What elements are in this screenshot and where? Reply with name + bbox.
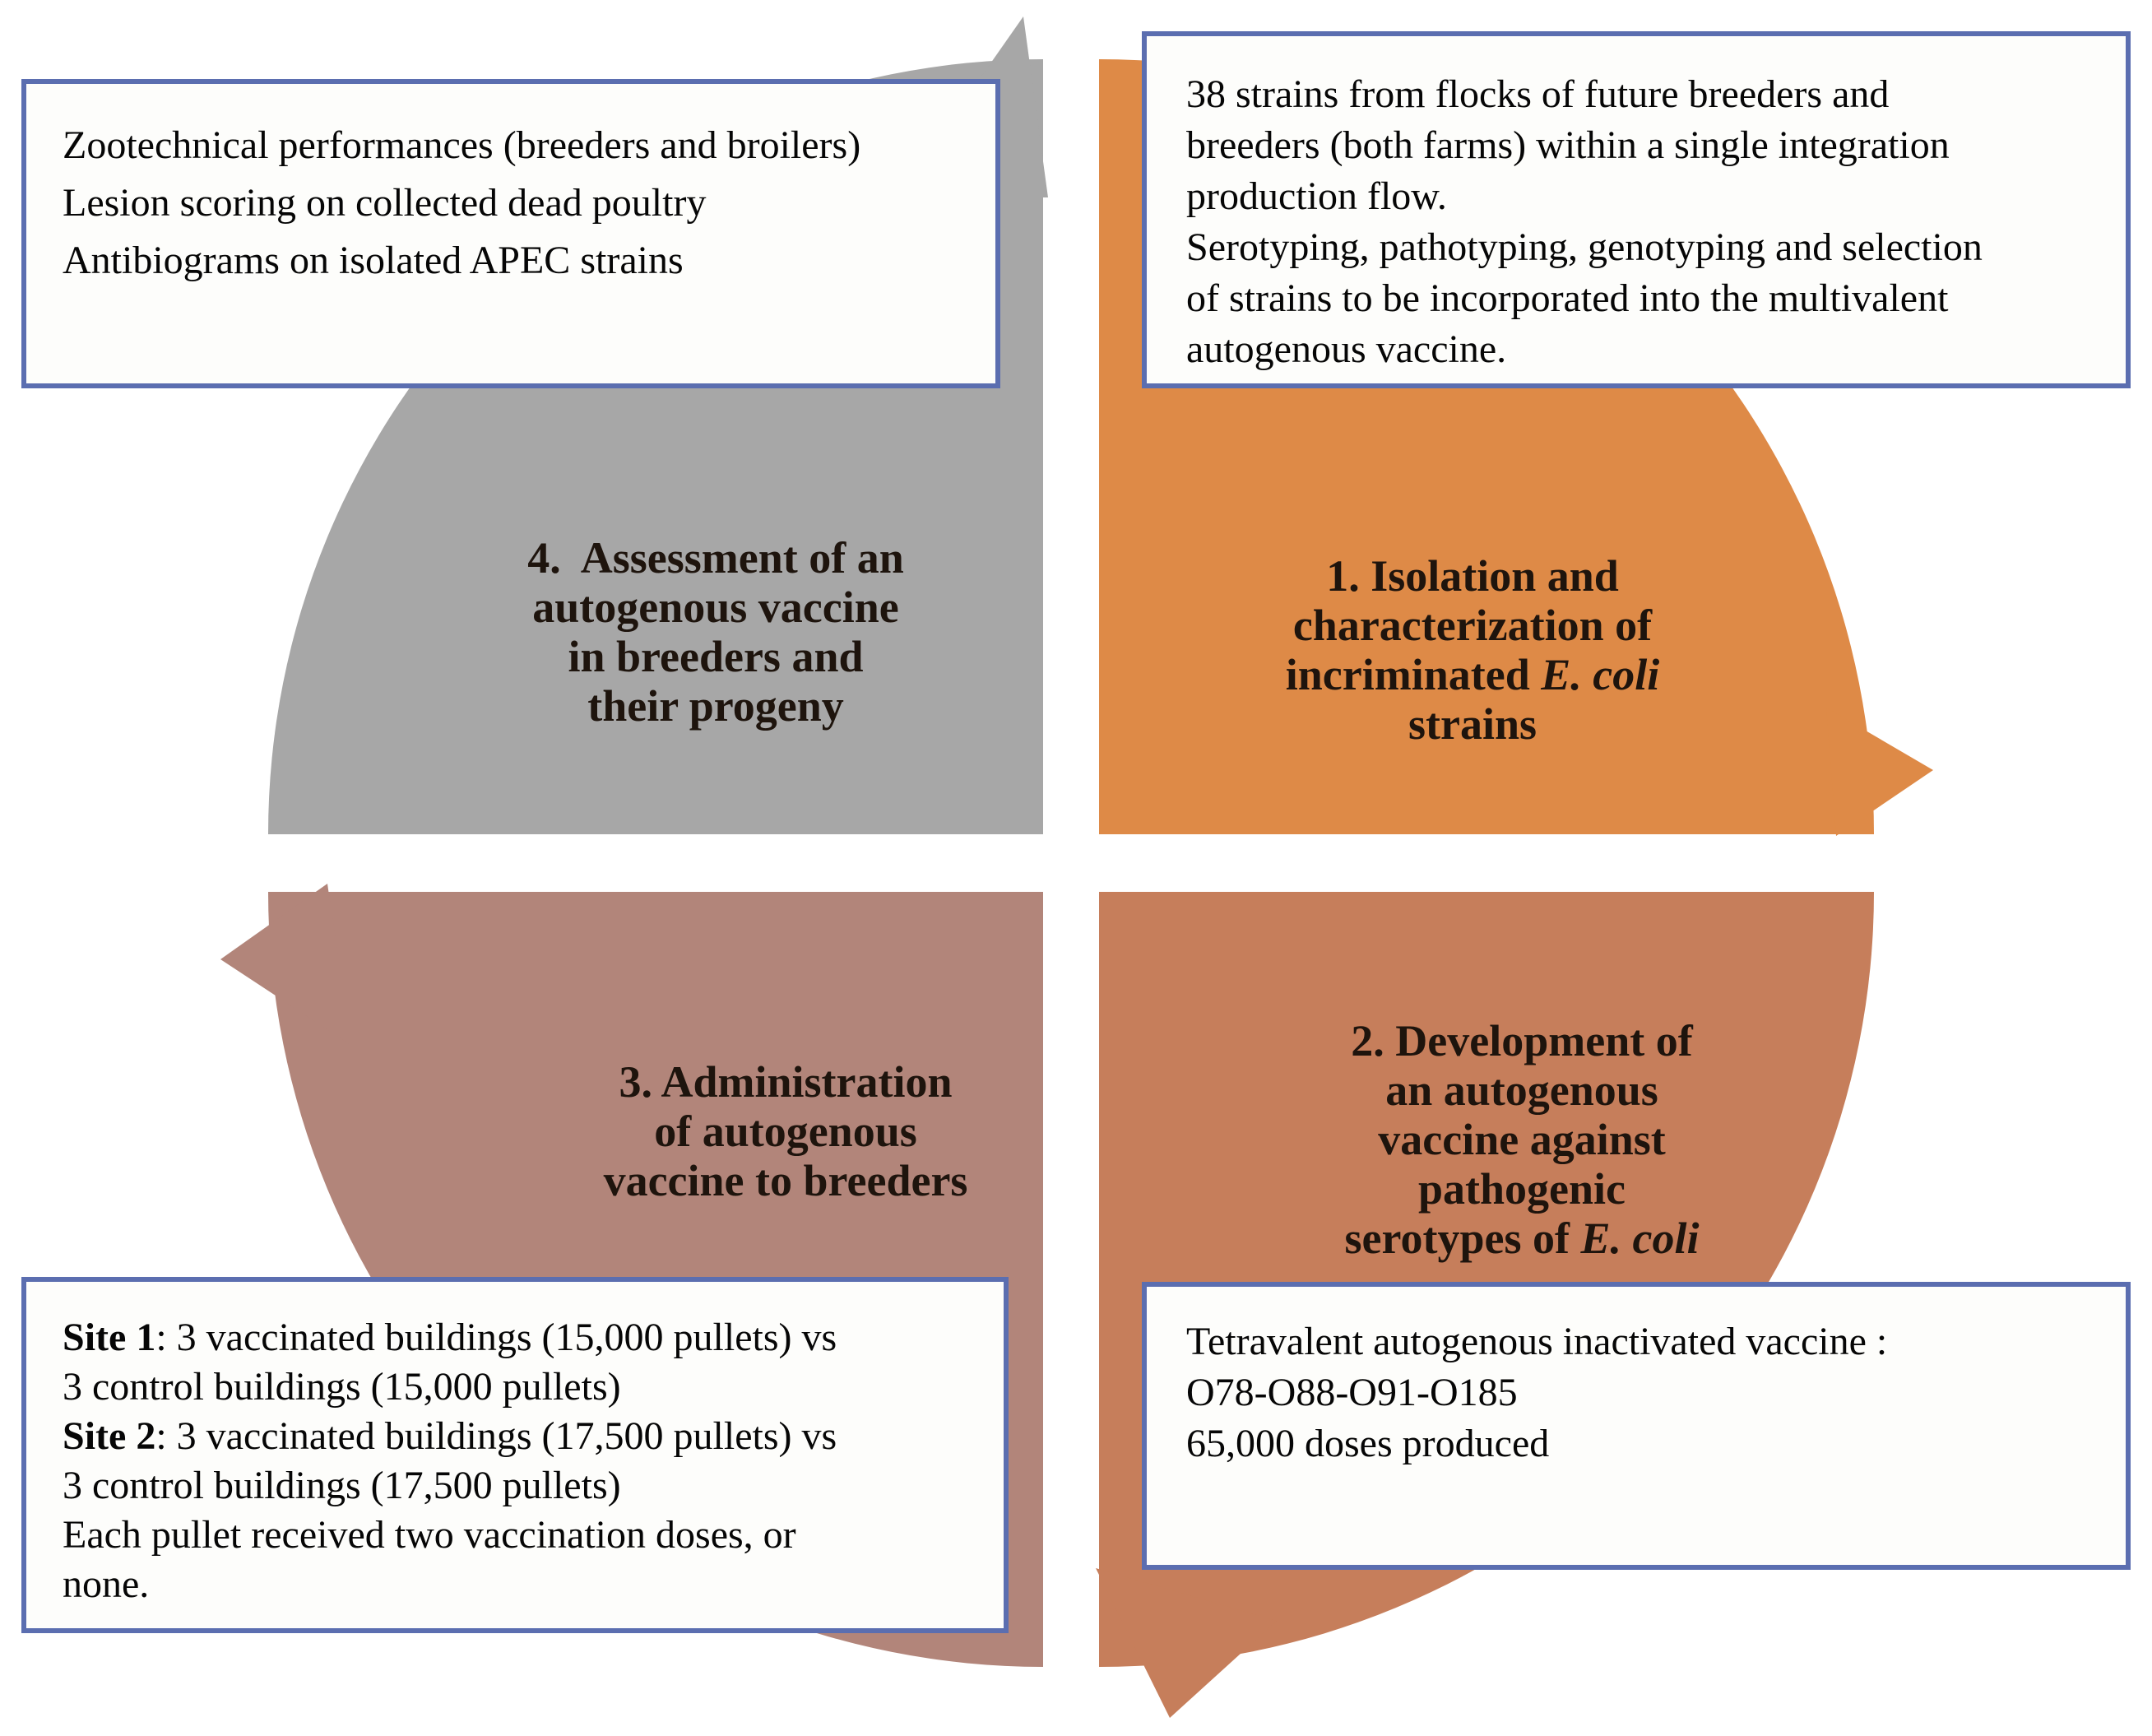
callout-tr-line4: Serotyping, pathotyping, genotyping and selection bbox=[1186, 225, 1983, 269]
callout-tl-line3: Antibiograms on isolated APEC strains bbox=[63, 239, 684, 282]
q2-line1: 2. Development of bbox=[1351, 1016, 1693, 1065]
callout-bl-line2: 3 control buildings (15,000 pullets) bbox=[63, 1365, 621, 1409]
site2-rest: : 3 vaccinated buildings (17,500 pullets) vs bbox=[155, 1414, 837, 1458]
site1-rest: : 3 vaccinated buildings (15,000 pullets) vs bbox=[155, 1316, 837, 1359]
callout-bottom-left bbox=[21, 1277, 1009, 1633]
quadrant-2-label bbox=[1209, 1016, 1834, 1263]
quadrant-1-label bbox=[1152, 551, 1793, 749]
callout-tr-line3: production flow. bbox=[1186, 174, 1447, 218]
q3-line1: 3. Administration bbox=[619, 1057, 953, 1107]
callout-bl-line1 bbox=[63, 1313, 967, 1362]
callout-top-left bbox=[21, 79, 1000, 388]
callout-bl-line3 bbox=[63, 1412, 967, 1461]
q2-line2: an autogenous bbox=[1385, 1065, 1658, 1115]
site1-label: Site 1 bbox=[63, 1316, 156, 1359]
q1-line3b-italic: E. coli bbox=[1541, 650, 1660, 699]
q4-line2: autogenous vaccine bbox=[532, 583, 899, 632]
callout-br-line2: O78-O88-O91-O185 bbox=[1186, 1371, 1518, 1414]
callout-tr-line2: breeders (both farms) within a single integration bbox=[1186, 123, 1950, 167]
site2-label: Site 2 bbox=[63, 1414, 156, 1458]
quadrant-4-label bbox=[403, 533, 1028, 731]
quadrant-1-arrowhead-icon bbox=[1826, 708, 1933, 836]
q1-line1: 1. Isolation and bbox=[1326, 551, 1619, 601]
q2-line5a: serotypes of bbox=[1344, 1214, 1581, 1263]
callout-br-line3: 65,000 doses produced bbox=[1186, 1422, 1550, 1465]
callout-bottom-right bbox=[1142, 1282, 2131, 1570]
q4-line4: their progeny bbox=[587, 681, 844, 731]
callout-tr-line5: of strains to be incorporated into the multivalent bbox=[1186, 276, 1949, 320]
callout-br-line1: Tetravalent autogenous inactivated vaccine : bbox=[1186, 1320, 1888, 1363]
q1-line2: characterization of bbox=[1292, 601, 1653, 650]
q4-line1: 4. Assessment of an bbox=[527, 533, 904, 583]
callout-bl-line5: Each pullet received two vaccination doses, or bbox=[63, 1513, 796, 1557]
q3-line2: of autogenous bbox=[654, 1107, 917, 1156]
q2-line5b-italic: E. coli bbox=[1580, 1214, 1700, 1263]
callout-bl-line6: none. bbox=[63, 1562, 150, 1606]
q3-line3: vaccine to breeders bbox=[603, 1156, 968, 1205]
callout-tr-line1: 38 strains from flocks of future breeders and bbox=[1186, 72, 1890, 116]
callout-tl-line2: Lesion scoring on collected dead poultry bbox=[63, 181, 707, 225]
q1-line4: strains bbox=[1408, 699, 1537, 749]
q2-line3: vaccine against bbox=[1378, 1115, 1666, 1164]
q4-line3: in breeders and bbox=[568, 632, 864, 681]
q1-line3a: incriminated bbox=[1285, 650, 1542, 699]
callout-tl-line1: Zootechnical performances (breeders and broilers) bbox=[63, 123, 861, 167]
callout-tr-line6: autogenous vaccine. bbox=[1186, 327, 1507, 371]
callout-bl-line4: 3 control buildings (17,500 pullets) bbox=[63, 1464, 621, 1507]
q2-line4: pathogenic bbox=[1417, 1164, 1626, 1214]
quadrant-3-label bbox=[477, 1057, 1094, 1205]
callout-top-right bbox=[1142, 31, 2131, 388]
